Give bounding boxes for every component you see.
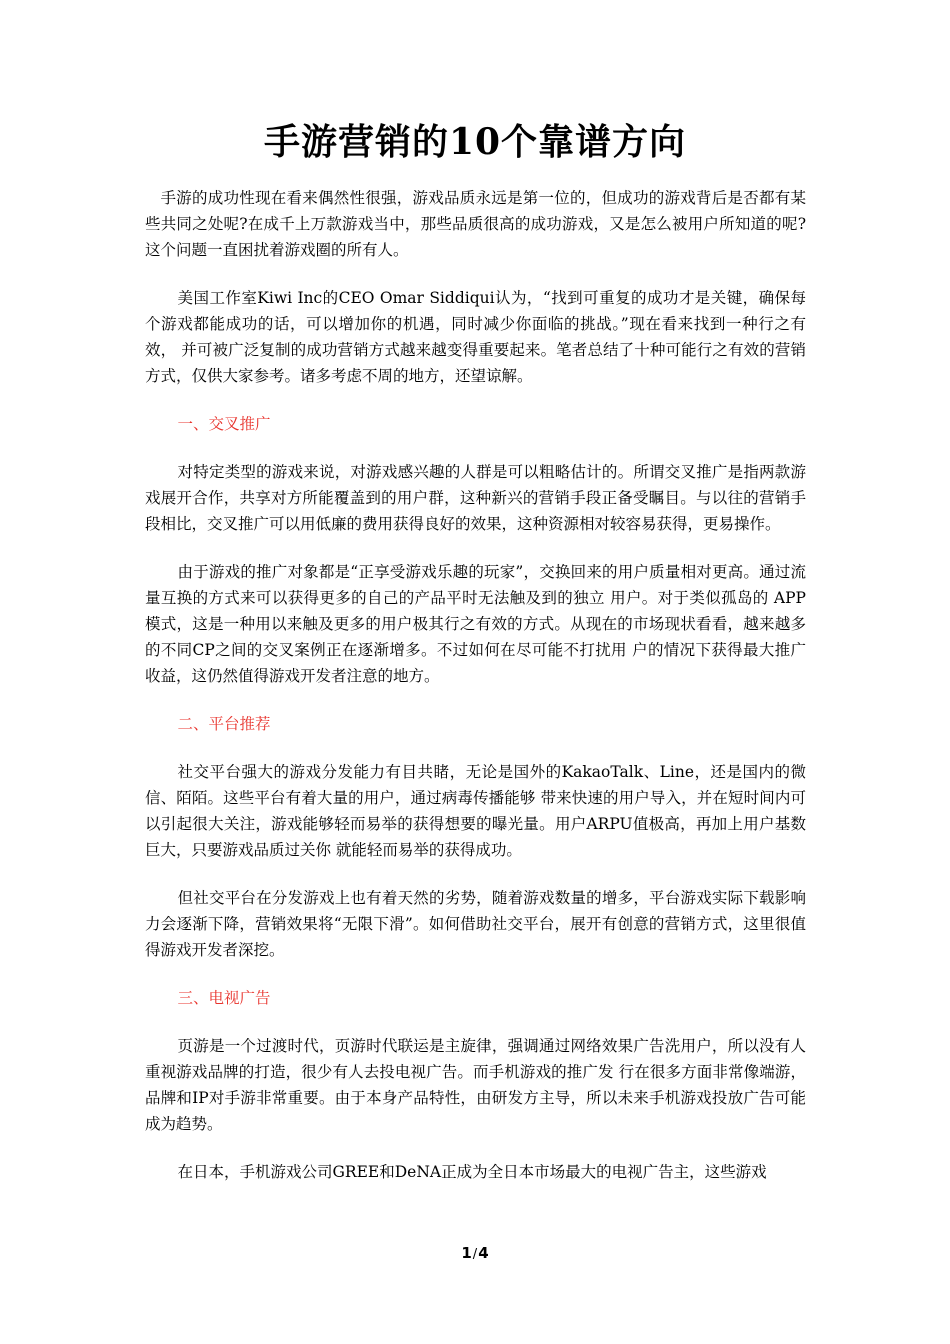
section-heading-tv-ads: 三、电视广告 [177,989,271,1007]
paragraph: 在日本，手机游戏公司GREE和DeNA正成为全日本市场最大的电视广告主，这些游戏 [177,1163,767,1181]
paragraph: 由于游戏的推广对象都是“正享受游戏乐趣的玩家”，交换回来的用户质量相对更高。通过流量互换的方式来可以获得更多的自己的产品平时无法触及到的独立 用户。对于类似孤岛的 APP 模式，这是一种用以来触及更多的用户极其行之有效的方式。从现在的市场现状看看，越来越多的不同CP之间的交叉案例正在逐渐增多。不过如何在尽可能不打扰用 户的情况下获得最大推广收益，这仍然值得游戏开发者注意的地方。 [145,563,806,685]
document-body [145,185,806,1207]
page-number [0,1243,950,1265]
total-pages: 4 [478,1244,489,1262]
paragraph-intro: 手游的成功性现在看来偶然性很强，游戏品质永远是第一位的，但成功的游戏背后是否都有某些共同之处呢?在成千上万款游戏当中，那些品质很高的成功游戏，又是怎么被用户所知道的呢?这个问题一直困扰着游戏圈的所有人。 [145,189,806,259]
document-title: 手游营销的10个靠谱方向 [263,121,687,163]
paragraph: 社交平台强大的游戏分发能力有目共睹，无论是国外的KakaoTalk、Line，还是国内的微信、陌陌。这些平台有着大量的用户，通过病毒传播能够 带来快速的用户导入，并在短时间内可以引起很大关注，游戏能够轻而易举的获得想要的曝光量。用户ARPU值极高，再加上用户基数巨大，只要游戏品质过关你 就能轻而易举的获得成功。 [145,763,806,859]
paragraph: 但社交平台在分发游戏上也有着天然的劣势，随着游戏数量的增多，平台游戏实际下载影响力会逐渐下降，营销效果将“无限下滑”。如何借助社交平台，展开有创意的营销方式，这里很值得游戏开发者深挖。 [145,889,806,959]
current-page: 1 [461,1244,472,1262]
paragraph: 页游是一个过渡时代，页游时代联运是主旋律，强调通过网络效果广告洗用户，所以没有人重视游戏品牌的打造，很少有人去投电视广告。而手机游戏的推广发 行在很多方面非常像端游，品牌和IP对手游非常重要。由于本身产品特性，由研发方主导，所以未来手机游戏投放广告可能成为趋势。 [145,1037,806,1133]
paragraph: 美国工作室Kiwi Inc的CEO Omar Siddiqui认为，“找到可重复的成功才是关键，确保每个游戏都能成功的话，可以增加你的机遇，同时减少你面临的挑战。”现在看来找到一种行之有效， 并可被广泛复制的成功营销方式越来越变得重要起来。笔者总结了十种可能行之有效的营销方式，仅供大家参考。诸多考虑不周的地方，还望谅解。 [145,289,806,385]
section-heading-cross-promotion: 一、交叉推广 [177,415,271,433]
section-heading-platform-recommendation: 二、平台推荐 [177,715,271,733]
paragraph: 对特定类型的游戏来说，对游戏感兴趣的人群是可以粗略估计的。所谓交叉推广是指两款游戏展开合作，共享对方所能覆盖到的用户群，这种新兴的营销手段正备受瞩目。与以往的营销手段相比，交叉推广可以用低廉的费用获得良好的效果，这种资源相对较容易获得，更易操作。 [145,463,806,533]
page-separator: / [472,1247,478,1262]
